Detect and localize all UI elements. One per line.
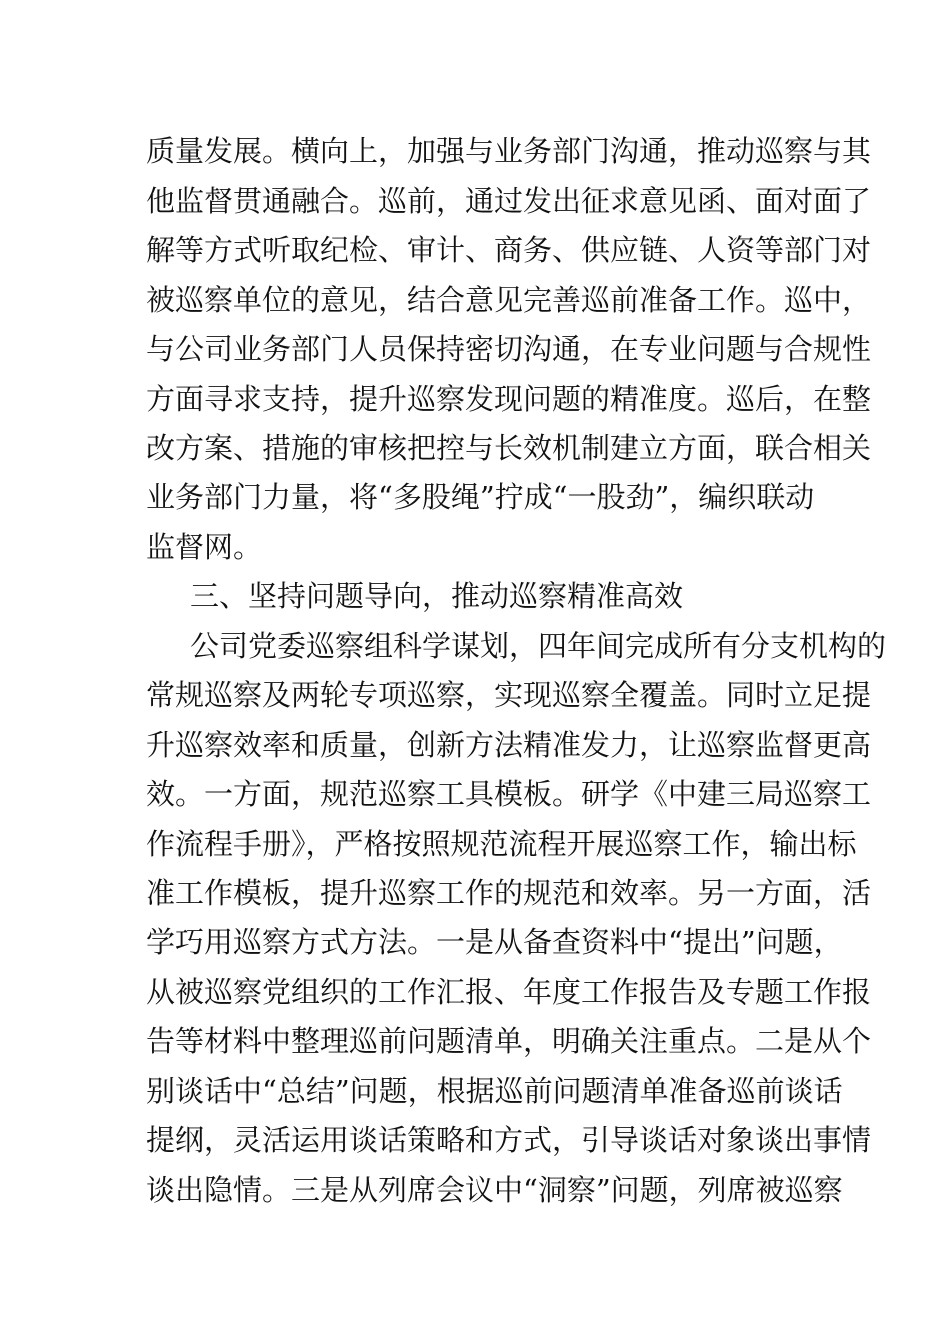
text-line: 常规巡察及两轮专项巡察，实现巡察全覆盖。同时立足提 <box>146 678 872 712</box>
text-line: 别谈话中“总结”问题，根据巡前问题清单准备巡前谈话 <box>146 1074 843 1108</box>
text-line: 效。一方面，规范巡察工具模板。研学《中建三局巡察工 <box>146 777 872 811</box>
text-line: 作流程手册》，严格按照规范流程开展巡察工作，输出标 <box>146 827 857 861</box>
text-line: 与公司业务部门人员保持密切沟通，在专业问题与合规性 <box>146 332 872 366</box>
text-line: 被巡察单位的意见，结合意见完善巡前准备工作。巡中， <box>146 283 872 317</box>
text-line: 他监督贯通融合。巡前，通过发出征求意见函、面对面了 <box>146 184 872 218</box>
text-line: 谈出隐情。三是从列席会议中“洞察”问题，列席被巡察 <box>146 1173 843 1207</box>
text-line: 改方案、措施的审核把控与长效机制建立方面，联合相关 <box>146 431 872 465</box>
text-line: 升巡察效率和质量，创新方法精准发力，让巡察监督更高 <box>146 728 872 762</box>
text-line: 准工作模板，提升巡察工作的规范和效率。另一方面，活 <box>146 876 872 910</box>
text-line: 质量发展。横向上，加强与业务部门沟通，推动巡察与其 <box>146 134 872 168</box>
text-line: 方面寻求支持，提升巡察发现问题的精准度。巡后，在整 <box>146 382 872 416</box>
text-line: 学巧用巡察方式方法。一是从备查资料中“提出”问题， <box>146 925 843 959</box>
paragraph-first-line: 公司党委巡察组科学谋划，四年间完成所有分支机构的 <box>190 629 887 663</box>
text-line: 告等材料中整理巡前问题清单，明确关注重点。二是从个 <box>146 1024 872 1058</box>
text-line: 解等方式听取纪检、审计、商务、供应链、人资等部门对 <box>146 233 872 267</box>
text-line: 从被巡察党组织的工作汇报、年度工作报告及专题工作报 <box>146 975 872 1009</box>
text-line: 业务部门力量，将“多股绳”拧成“一股劲”，编织联动 <box>146 480 815 514</box>
text-line: 提纲，灵活运用谈话策略和方式，引导谈话对象谈出事情 <box>146 1123 872 1157</box>
text-line: 监督网。 <box>146 530 263 564</box>
section-heading: 三、坚持问题导向，推动巡察精准高效 <box>190 579 684 613</box>
